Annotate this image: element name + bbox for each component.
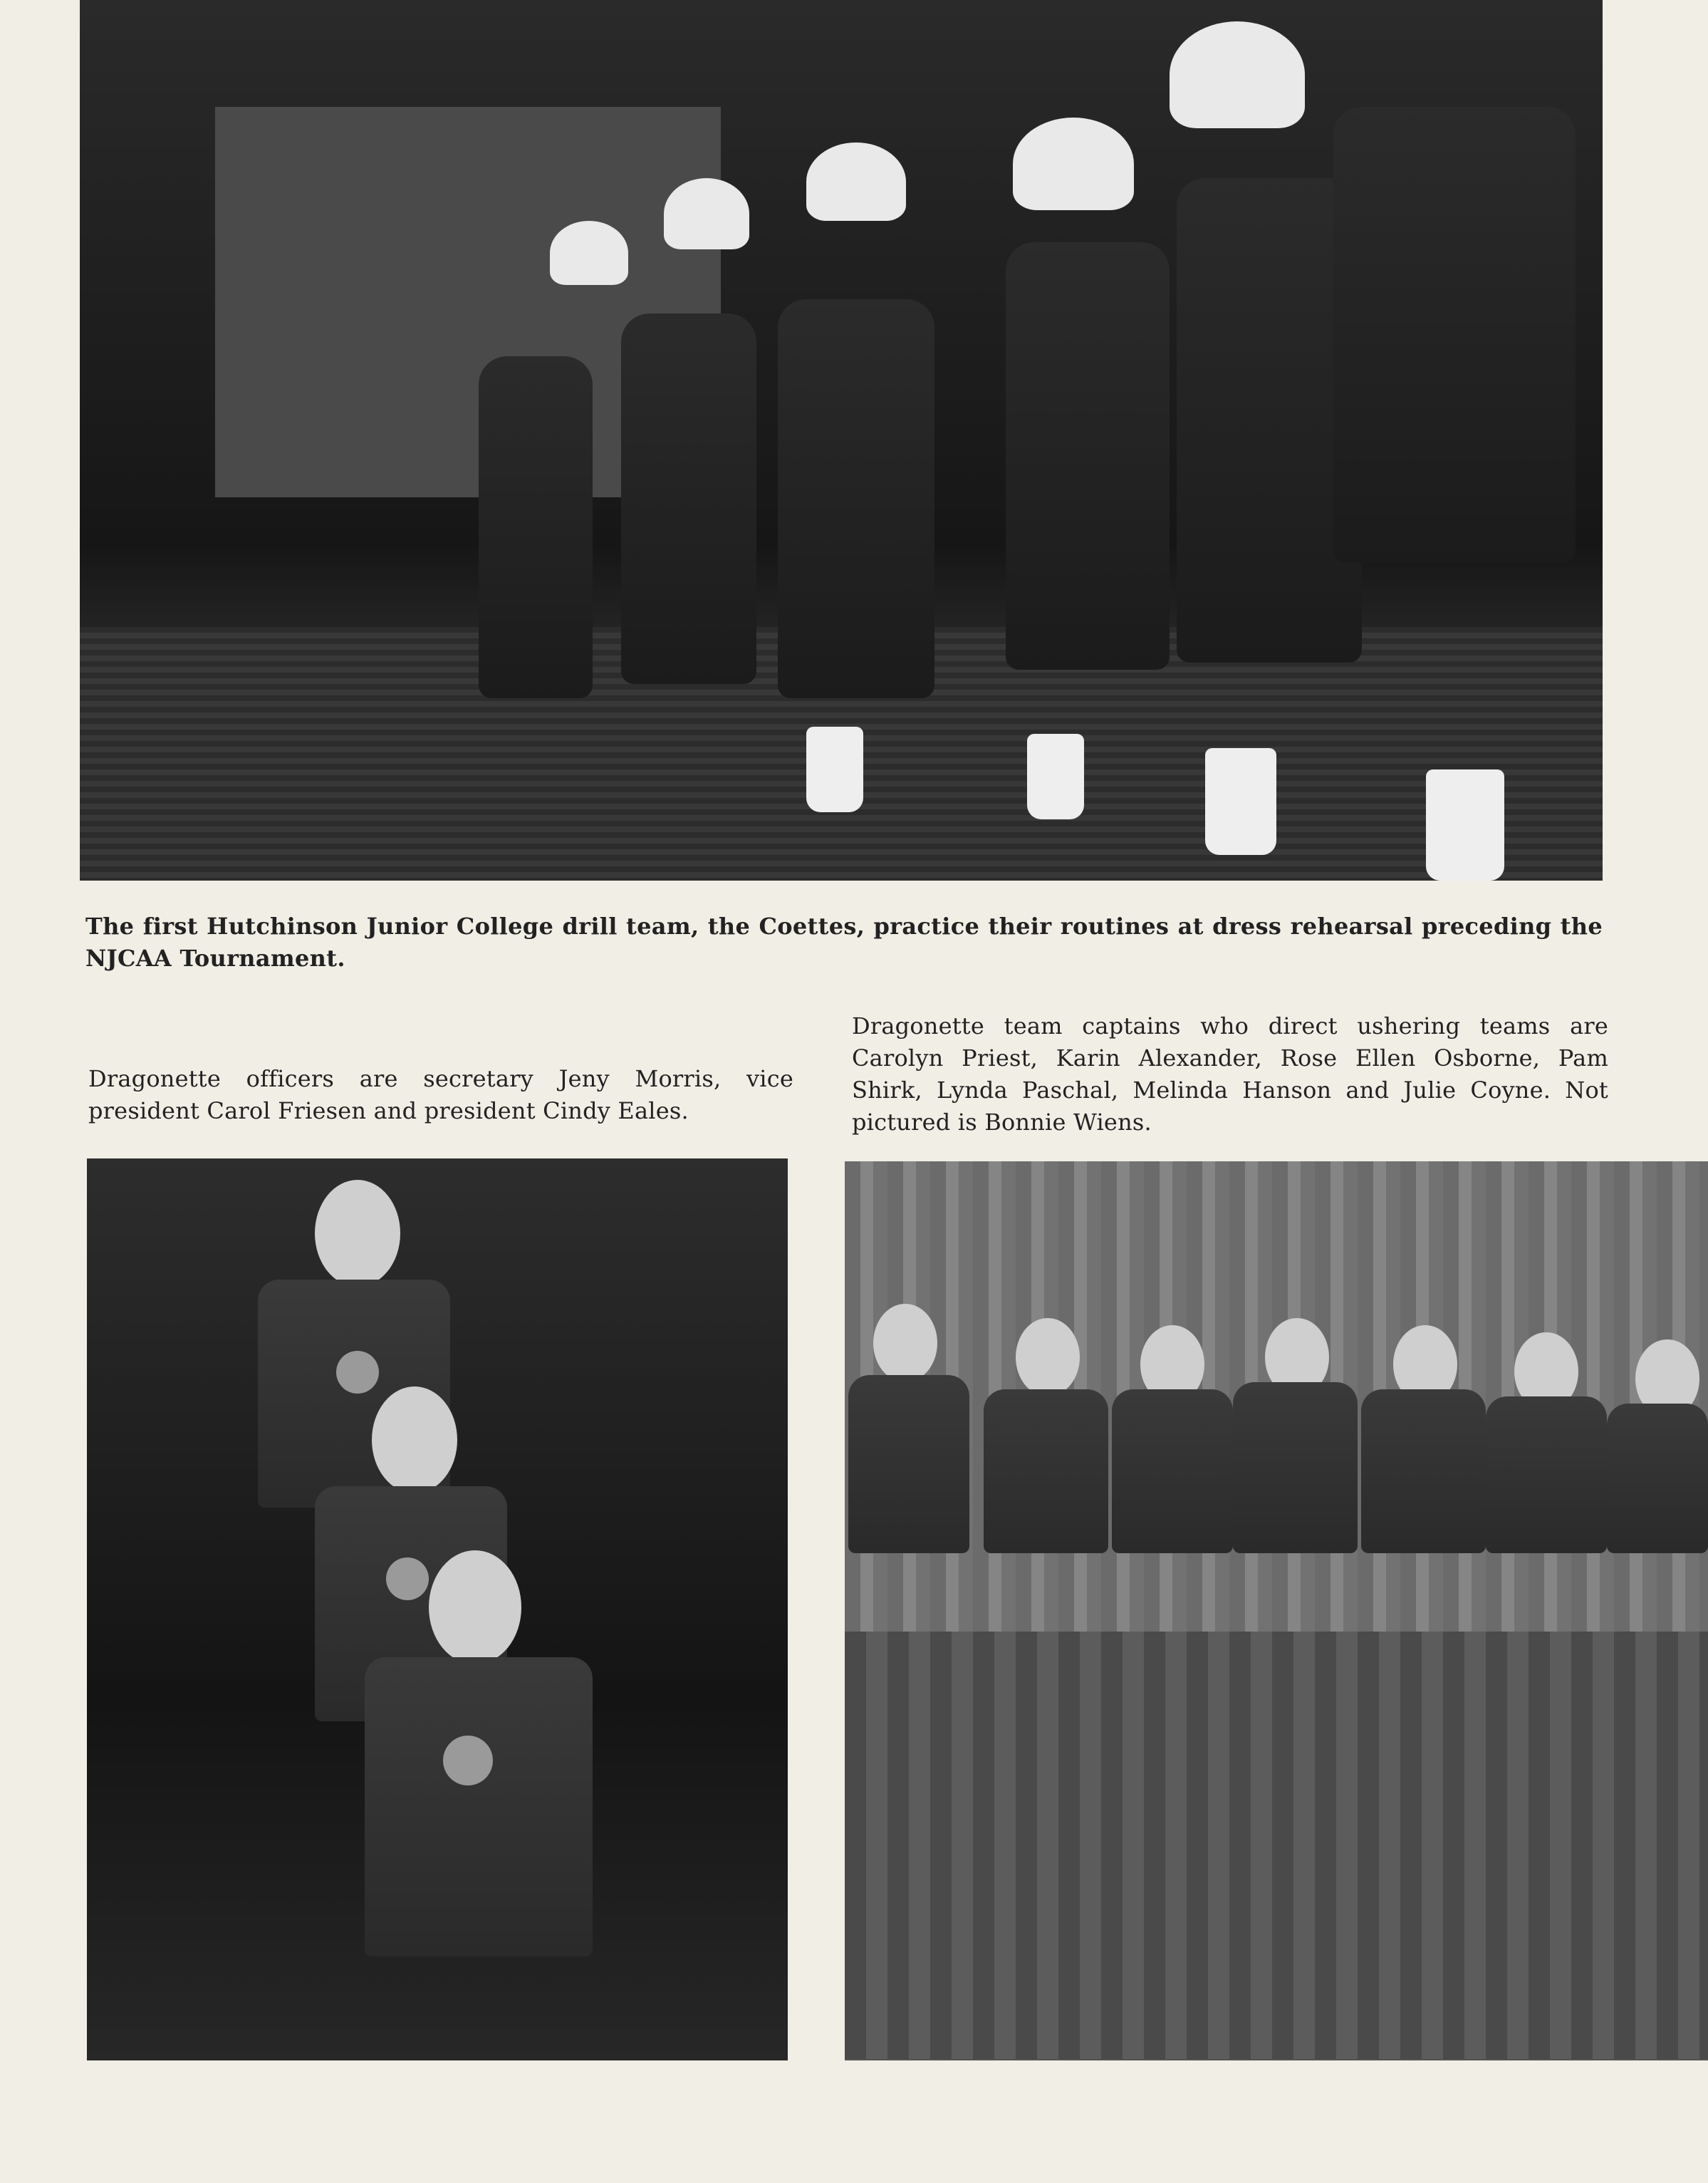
officers-caption: Dragonette officers are secretary Jeny Morris, vice president Carol Friesen and president Cindy Eales.: [88, 1065, 793, 1124]
officer-sweater: [365, 1657, 593, 1956]
stage-front: [845, 1632, 1708, 2059]
officer-head: [429, 1550, 521, 1664]
fur-hat: [664, 178, 749, 249]
white-boot: [806, 727, 863, 812]
officers-photo: [87, 1158, 788, 2060]
captains-photo: [845, 1161, 1708, 2060]
fur-hat: [806, 142, 906, 221]
drill-team-member: [778, 299, 934, 698]
dragon-emblem: [336, 1351, 379, 1394]
fur-hat: [550, 221, 628, 285]
officer-head: [372, 1386, 457, 1493]
drill-team-member: [1333, 107, 1576, 563]
dragon-emblem: [386, 1557, 429, 1600]
drill-team-member: [621, 313, 756, 684]
dragon-emblem: [443, 1736, 493, 1785]
fur-hat: [1170, 21, 1305, 128]
captains-caption: Dragonette team captains who direct ushering teams are Carolyn Priest, Karin Alexander, Rose Ellen Osborne, Pam Shirk, Lynda Paschal, Melinda Hanson and Julie Coyne. Not pictured is Bonnie Wiens.: [852, 1012, 1608, 1136]
captain-sweater: [984, 1389, 1108, 1553]
fur-hat: [1013, 118, 1134, 210]
captain-sweater: [1607, 1404, 1708, 1553]
captain-head: [873, 1304, 937, 1382]
white-boot: [1426, 769, 1504, 881]
captain-sweater: [1112, 1389, 1233, 1553]
white-boot: [1205, 748, 1276, 855]
drill-team-caption: The first Hutchinson Junior College drill team, the Coettes, practice their routines at dress rehearsal preceding the NJCAA Tournament.: [85, 913, 1603, 972]
drill-team-member: [1006, 242, 1170, 670]
drill-team-member: [479, 356, 593, 698]
officer-head: [315, 1180, 400, 1287]
captain-sweater: [1486, 1396, 1607, 1553]
captain-sweater: [1361, 1389, 1486, 1553]
drill-team-photo: [80, 0, 1603, 881]
captain-sweater: [1233, 1382, 1358, 1553]
captain-head: [1016, 1318, 1080, 1396]
captain-sweater: [848, 1375, 969, 1553]
white-boot: [1027, 734, 1084, 819]
